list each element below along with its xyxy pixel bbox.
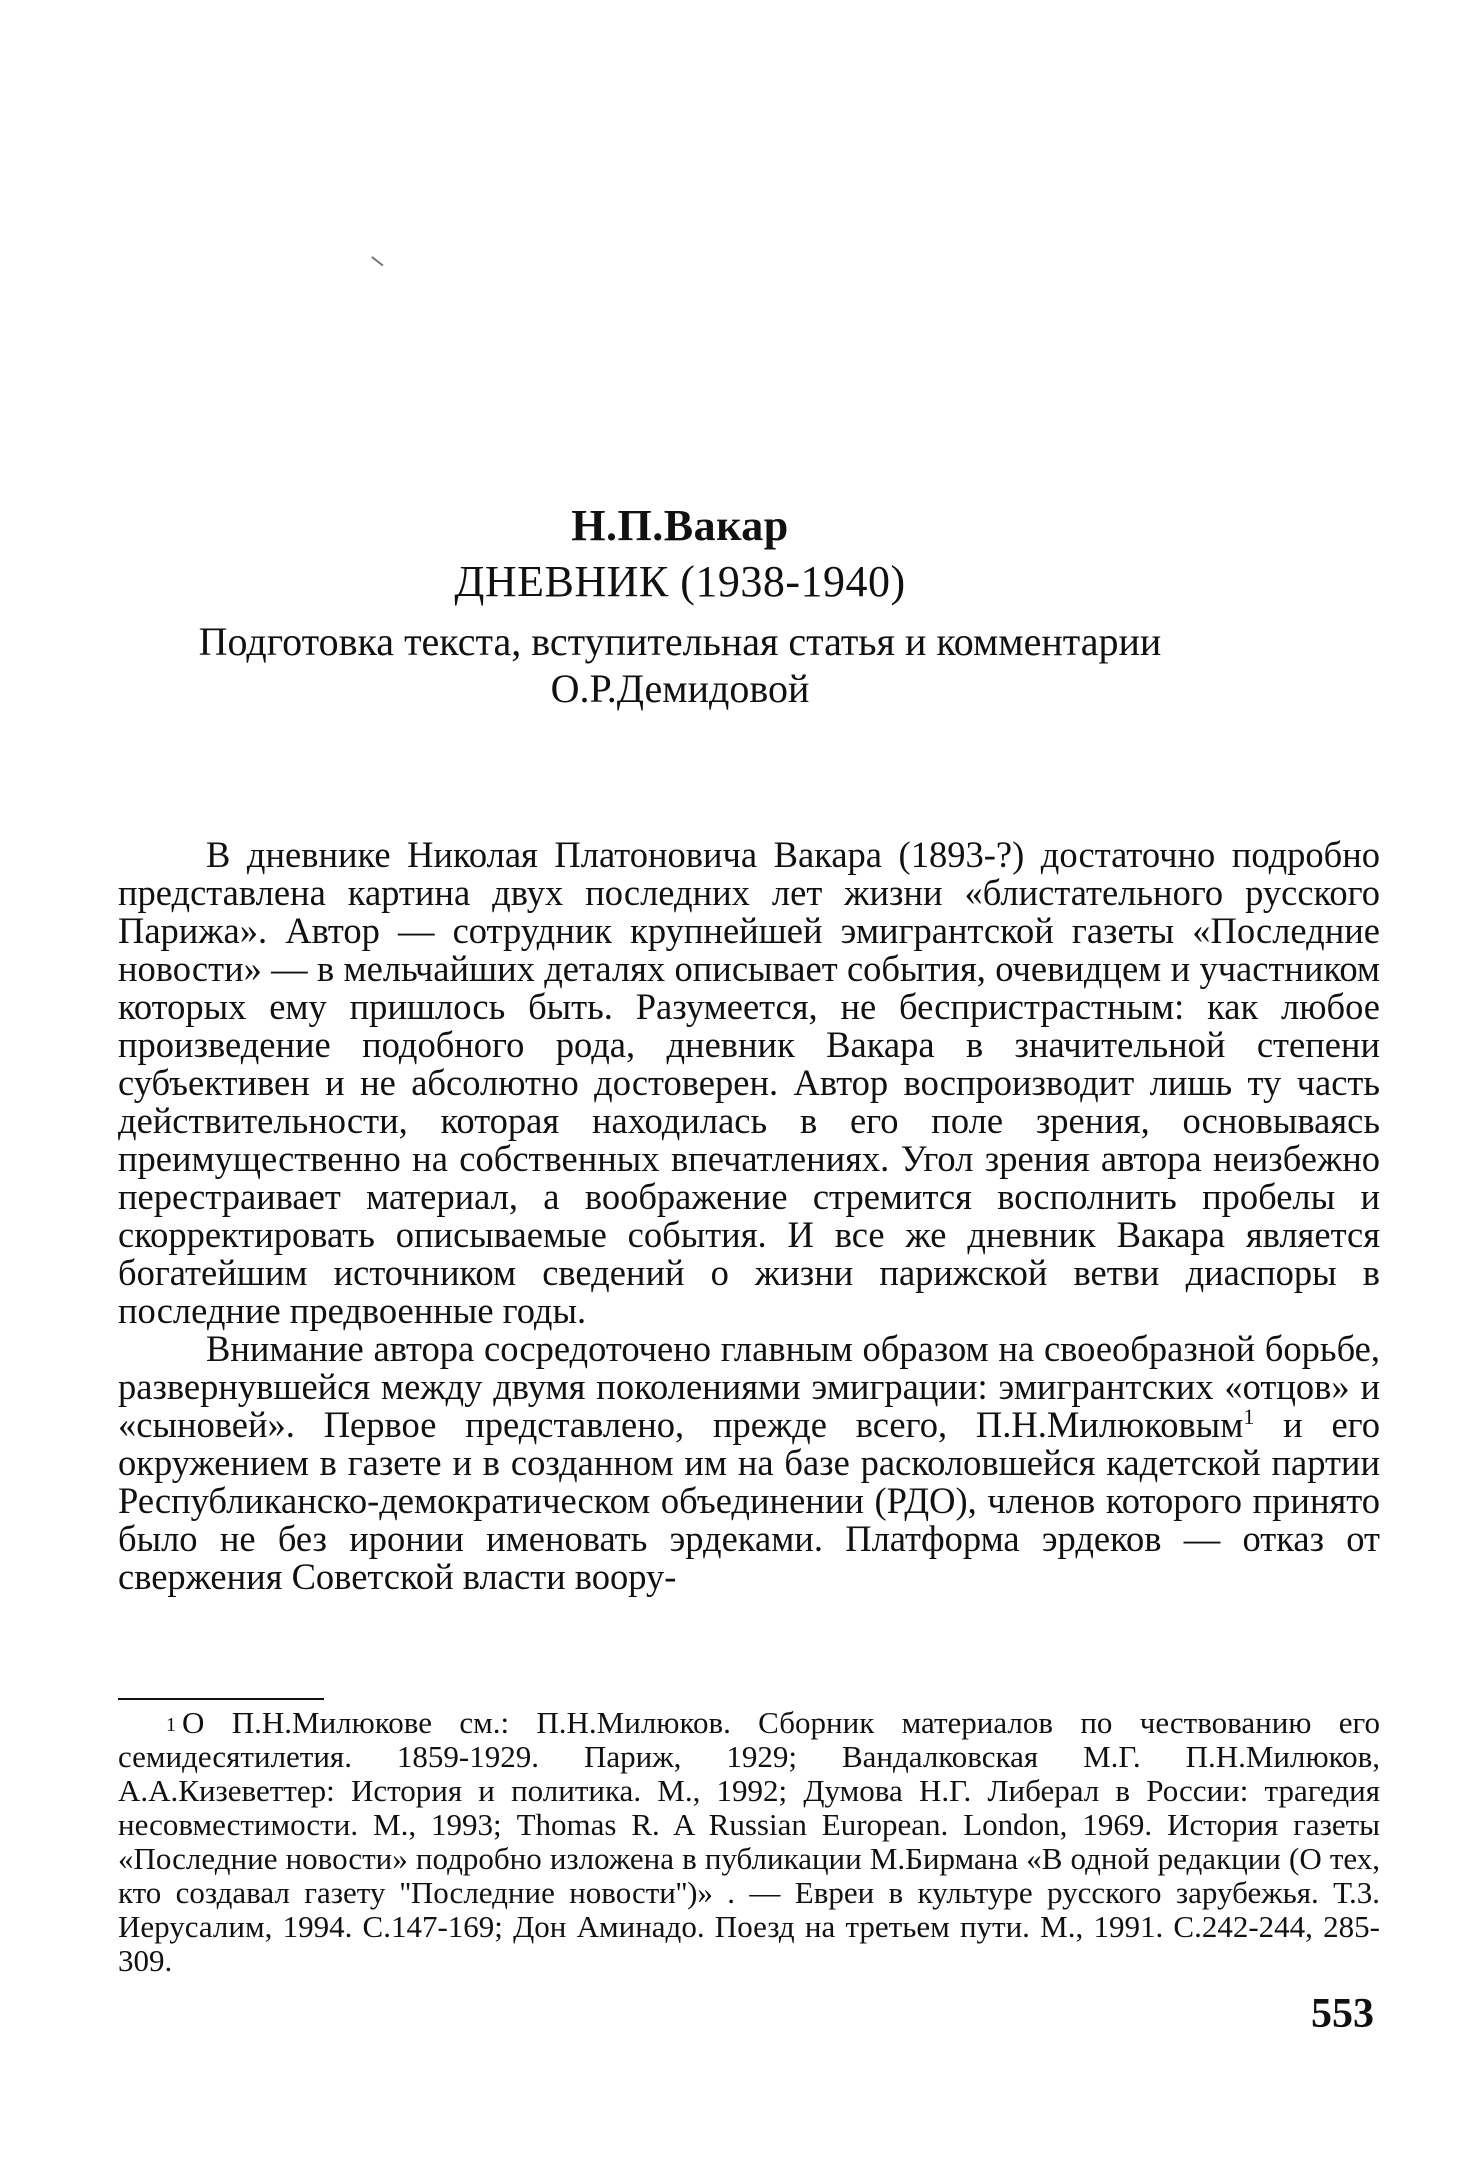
stray-pen-mark (372, 256, 384, 266)
article-author: Н.П.Вакар (571, 501, 789, 550)
body-paragraph-1: В дневнике Николая Платоновича Вакара (1893-?) достаточно подробно представлена картина двух последних лет жизни «блистательного русского Парижа». Автор — сотрудник крупнейшей эмигрантской газеты «Последние новости» — в мельчайших деталях описывает события, очевидцем и участником которых ему пришлось быть. Разумеется, не беспристрастным: как любое произведение подобного рода, дневник Вакара в значительной степени субъективен и не абсолютно достоверен. Автор воспроизводит лишь ту часть действительности, которая находилась в его поле зрения, основываясь преимущественно на собственных впечатлениях. Угол зрения автора неизбежно перестраивает материал, а воображение стремится восполнить пробелы и скорректировать описываемые события. И все же дневник Вакара является богатейшим источником сведений о жизни парижской ветви диаспоры в последние предвоенные годы. (118, 834, 1380, 1331)
subtitle-line-2: О.Р.Демидовой (550, 666, 810, 711)
article-subtitle (150, 618, 1210, 712)
footnote (118, 1706, 1380, 1978)
body-paragraph-2 (118, 1330, 1380, 1596)
subtitle-line-1: Подготовка текста, вступительная статья и комментарии (198, 619, 1162, 664)
footnote-reference: 1 (1243, 1403, 1255, 1429)
page-number: 553 (1311, 1991, 1374, 2037)
article-title: ДНЕВНИК (1938-1940) (454, 557, 906, 606)
footnote-number: 1 (166, 1714, 176, 1736)
paragraph-2-text-b: и его окружением в газете и в созданном им на базе расколовшейся кадетской партии Республиканско-демократическом объединении (РДО), членов которого принято было не без иронии именовать эрдеками. Платформа эрдеков — отказ от свержения Советской власти воору- (118, 1404, 1380, 1597)
article-body (118, 836, 1380, 1596)
footnote-separator (118, 1698, 324, 1700)
footnote-text: О П.Н.Милюкове см.: П.Н.Милюков. Сборник материалов по чествованию его семидесятилетия. 1859-1929. Париж, 1929; Вандалковская М.Г. П.Н.Милюков, А.А.Кизеветтер: История и политика. М., 1992; Думова Н.Г. Либерал в России: трагедия несовместимости. М., 1993; Thomas R. A Russian European. London, 1969. История газеты «Последние новости» подробно изложена в публикации М.Бирмана «В одной редакции (О тех, кто создавал газету ''Последние новости'')» . — Евреи в культуре русского зарубежья. Т.3. Иерусалим, 1994. С.147-169; Дон Аминадо. Поезд на третьем пути. М., 1991. С.242-244, 285-309. (118, 1705, 1380, 1978)
paragraph-2-text-a: Внимание автора сосредоточено главным образом на своеобразной борьбе, развернувшейся между двумя поколениями эмиграции: эмигрантских «отцов» и «сыновей». Первое представлено, прежде всего, П.Н.Милюковым (118, 1328, 1380, 1445)
